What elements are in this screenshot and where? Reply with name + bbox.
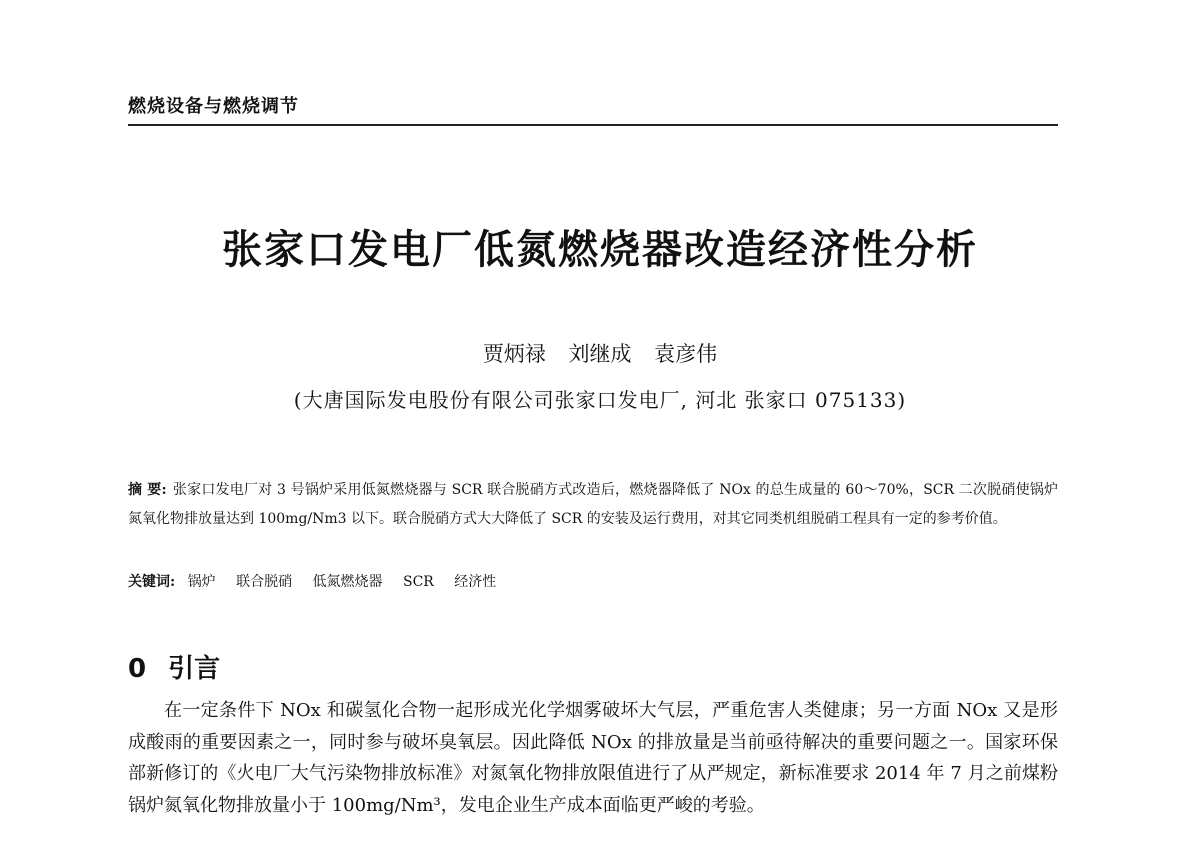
keyword: 联合脱硝 (236, 574, 293, 590)
keyword: SCR (402, 574, 434, 590)
keywords-label: 关键词: (128, 574, 176, 590)
abstract-label: 摘 要: (128, 482, 167, 498)
keyword: 经济性 (454, 574, 497, 590)
authors: 贾炳禄 刘继成 袁彦伟 (482, 342, 718, 366)
keywords (128, 568, 1058, 597)
section-title: 引言 (168, 654, 221, 684)
keyword: 低氮燃烧器 (312, 574, 383, 590)
section-heading (128, 648, 220, 685)
affiliation: (大唐国际发电股份有限公司张家口发电厂, 河北 张家口 075133) (293, 388, 907, 412)
paper-title: 张家口发电厂低氮燃烧器改造经济性分析 (222, 227, 978, 273)
intro-paragraph: 在一定条件下 NOx 和碳氢化合物一起形成光化学烟雾破坏大气层，严重危害人类健康；另一方面 NOx 又是形成酸雨的重要因素之一，同时参与破坏臭氧层。因此降低 NOx 的排放量是当前亟待解决的重要问题之一。国家环保部新修订的《火电厂大气污染物排放标准》对氮氧化物排放限值进行了从严规定，新标准要求 2014 年 7 月之前煤粉锅炉氮氧化物排放量小于 100mg/Nm³，发电企业生产成本面临更严峻的考验。 (128, 700, 1058, 816)
keyword: 锅炉 (187, 574, 216, 590)
section-number: 0 (128, 654, 147, 684)
running-header (128, 92, 1058, 126)
abstract (128, 476, 1058, 534)
abstract-text: 张家口发电厂对 3 号锅炉采用低氮燃烧器与 SCR 联合脱硝方式改造后，燃烧器降低了 NOx 的总生成量的 60～70%，SCR 二次脱硝使锅炉氮氧化物排放量达到 100mg/Nm3 以下。联合脱硝方式大大降低了 SCR 的安装及运行费用，对其它同类机组脱硝工程具有一定的参考价值。 (128, 482, 1058, 527)
section-label: 燃烧设备与燃烧调节 (128, 96, 299, 117)
